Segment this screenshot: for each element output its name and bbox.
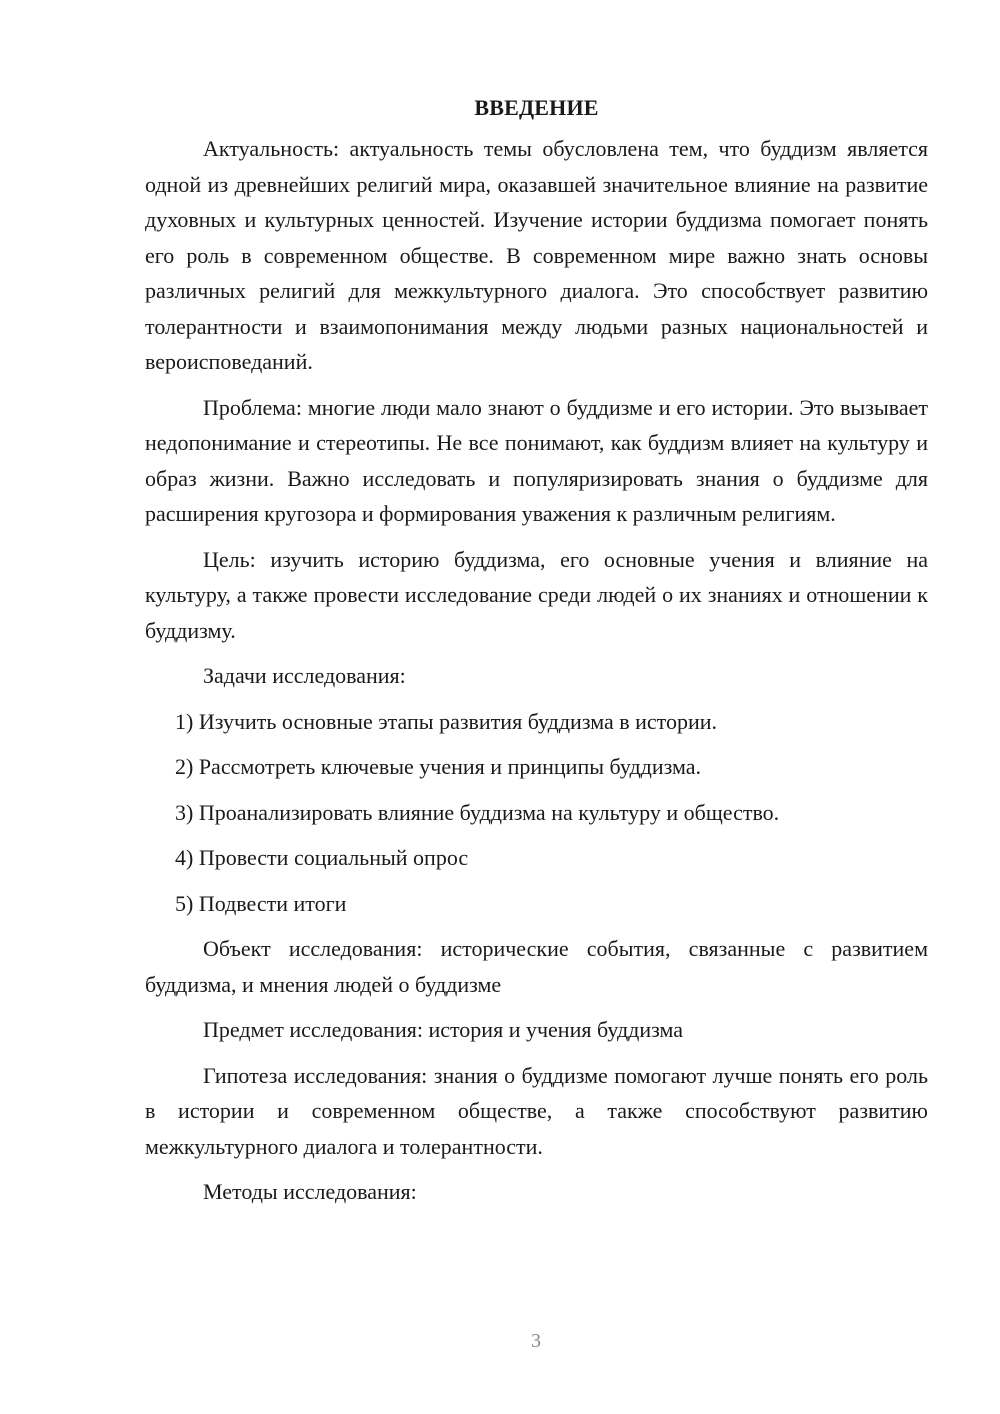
relevance-paragraph: Актуальность: актуальность темы обусловлена тем, что буддизм является одной из древнейших религий мира, оказавшей значительное влияние на развитие духовных и культурных ценностей. Изучение истории буддизма помогает понять его роль в современном обществе. В современном мире важно знать основы различных религий для межкультурного диалога. Это способствует развитию толерантности и взаимопонимания между людьми разных национальностей и вероисповеданий. — [145, 136, 928, 374]
page-title: ВВЕДЕНИЕ — [474, 95, 599, 120]
list-item: 4) Провести социальный опрос — [175, 845, 469, 870]
object-paragraph: Объект исследования: исторические события, связанные с развитием буддизма, и мнения людей о буддизме — [145, 936, 928, 997]
hypothesis-paragraph: Гипотеза исследования: знания о буддизме помогают лучше понять его роль в истории и современном обществе, а также способствуют развитию межкультурного диалога и толерантности. — [145, 1062, 928, 1159]
list-item: 1) Изучить основные этапы развития буддизма в истории. — [175, 708, 718, 734]
problem-paragraph: Проблема: многие люди мало знают о буддизме и его истории. Это вызывает недопонимание и стереотипы. Не все понимают, как буддизм влияет на культуру и образ жизни. Важно исследовать и популяризировать знания о буддизме для расширения кругозора и формирования уважения к различным религиям. — [145, 394, 928, 526]
methods-heading: Методы исследования: — [203, 1179, 417, 1204]
list-item: 2) Рассмотреть ключевые учения и принципы буддизма. — [175, 754, 702, 779]
list-item: 3) Проанализировать влияние буддизма на культуру и общество. — [175, 799, 780, 825]
goal-paragraph: Цель: изучить историю буддизма, его основные учения и влияние на культуру, а также провести исследование среди людей о их знаниях и отношении к буддизму. — [145, 546, 928, 643]
page-number: 3 — [531, 1330, 541, 1352]
document-page — [145, 90, 928, 1220]
subject-paragraph: Предмет исследования: история и учения буддизма — [203, 1017, 684, 1042]
list-item: 5) Подвести итоги — [175, 890, 347, 916]
tasks-list — [145, 704, 928, 922]
tasks-heading: Задачи исследования: — [203, 663, 406, 688]
